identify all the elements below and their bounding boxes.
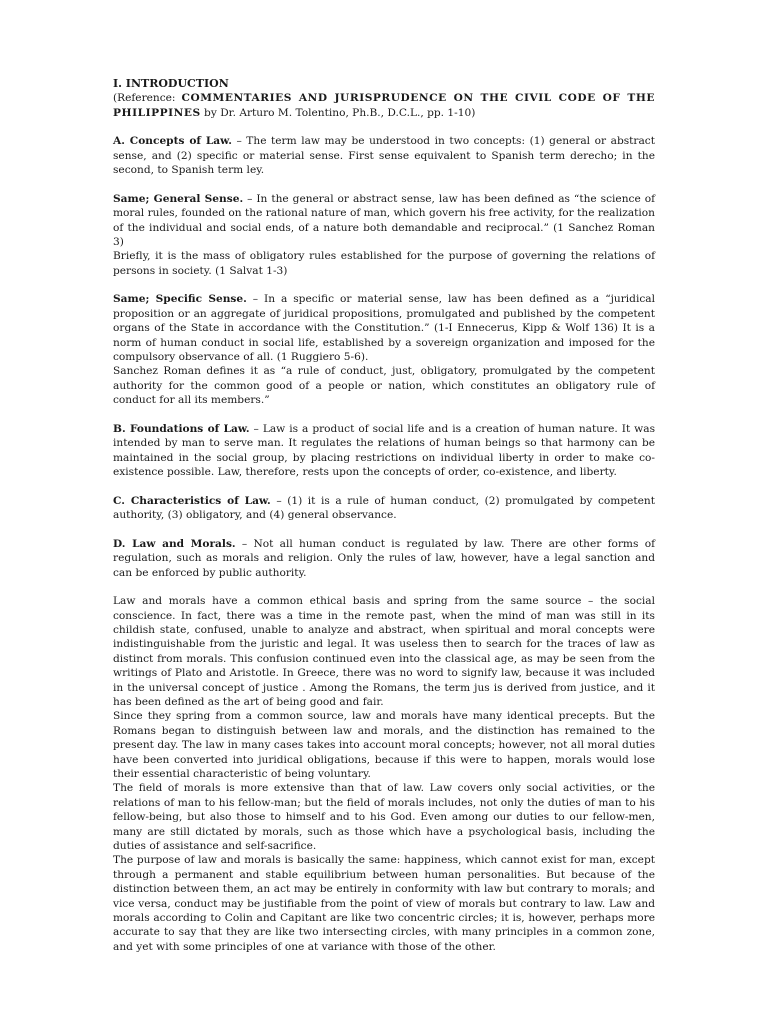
- specific-sense-text: – In a specific or material sense, law has been defined as a “juridical proposition or an aggregate of juridical propositions, promulgated and published by the competent organs of the State in accordance with the Constitution.” (1-I Ennecerus, Kipp & Wolf 136) It is a norm of human conduct in social life, established by a sovereign organization and imposed for the compulsory observance of all. (1 Ruggiero 5-6).: [113, 293, 655, 364]
- characteristics-heading: C. Characteristics of Law.: [113, 494, 271, 507]
- specific-sense-paragraph: [113, 292, 655, 364]
- general-sense-text: – In the general or abstract sense, law has been defined as “the science of moral rules, founded on the rational nature of man, which govern his free activity, for the realization of the individual and social ends, of a nature both demandable and reciprocal.” (1 Sanchez Roman 3): [113, 192, 655, 249]
- foundations-paragraph: [113, 422, 655, 480]
- foundations-heading: B. Foundations of Law.: [113, 422, 250, 435]
- general-sense-paragraph: [113, 192, 655, 250]
- reference-prefix: (Reference:: [113, 92, 182, 105]
- reference-suffix: by Dr. Arturo M. Tolentino, Ph.B., D.C.L., pp. 1-10): [200, 106, 476, 119]
- morals-text: – Not all human conduct is regulated by law. There are other forms of regulation, such as morals and religion. Only the rules of law, however, have a legal sanction and can be enforced by public authority.: [113, 537, 655, 579]
- intro-title: I. INTRODUCTION: [113, 77, 229, 90]
- concepts-text: – The term law may be understood in two concepts: (1) general or abstract sense, and (2) specific or material sense. First sense equivalent to Spanish term derecho; in the second, to Spanish term ley.: [113, 135, 655, 177]
- characteristics-paragraph: [113, 494, 655, 523]
- general-sense-heading: Same; General Sense.: [113, 192, 244, 205]
- specific-sense-paragraph-2: Sanchez Roman defines it as “a rule of conduct, just, obligatory, promulgated by the competent authority for the common good of a people or nation, which constitutes an obligatory rule of conduct for all its members.”: [113, 365, 655, 407]
- morals-body-paragraph-3: The field of morals is more extensive than that of law. Law covers only social activities, or the relations of man to his fellow-man; but the field of morals includes, not only the duties of man to his fellow-being, but also those to himself and to his God. Even among our duties to our fellow-men, many are still dictated by morals, such as those which have a psychological basis, including the duties of assistance and self-sacrifice.: [113, 782, 655, 852]
- morals-body-paragraph-4: The purpose of law and morals is basically the same: happiness, which cannot exist for man, except through a permanent and stable equilibrium between human personalities. But because of the distinction between them, an act may be entirely in conformity with law but contrary to morals; and vice versa, conduct may be justifiable from the point of view of morals but contrary to law. Law and morals according to Colin and Capitant are like two concentric circles; it is, however, perhaps more accurate to say that they are like two intersecting circles, with many principles in a common zone, and yet with some principles of one at variance with those of the other.: [113, 854, 655, 953]
- reference-paragraph: [113, 91, 655, 120]
- morals-heading: D. Law and Morals.: [113, 537, 236, 550]
- general-sense-paragraph-2: Briefly, it is the mass of obligatory rules established for the purpose of governing the relations of persons in society. (1 Salvat 1-3): [113, 250, 655, 277]
- reference-book-title: COMMENTARIES AND JURISPRUDENCE ON THE CIVIL CODE OF THE PHILIPPINES: [113, 92, 655, 119]
- characteristics-text: – (1) it is a rule of human conduct, (2) promulgated by competent authority, (3) obligatory, and (4) general observance.: [113, 494, 655, 522]
- morals-body-paragraph-1: Law and morals have a common ethical basis and spring from the same source – the social conscience. In fact, there was a time in the remote past, when the mind of man was still in its childish state, confused, unable to analyze and abstract, when spiritual and moral concepts were indistinguishable from the juristic and legal. It was useless then to search for the traces of law as distinct from morals. This confusion continued even into the classical age, as may be seen from the writings of Plato and Aristotle. In Greece, there was no word to signify law, because it was included in the universal concept of justice . Among the Romans, the term jus is derived from justice, and it has been defined as the art of being good and fair.: [113, 595, 655, 708]
- morals-paragraph: [113, 537, 655, 580]
- document-page: [113, 77, 655, 954]
- foundations-text: – Law is a product of social life and is a creation of human nature. It was intended by man to serve man. It regulates the relations of human beings so that harmony can be maintained in the social group, by placing restrictions on individual liberty in order to make co-existence possible. Law, therefore, rests upon the concepts of order, co-existence, and liberty.: [113, 422, 656, 479]
- concepts-paragraph: [113, 134, 655, 177]
- morals-body-paragraph-2: Since they spring from a common source, law and morals have many identical precepts. But the Romans began to distinguish between law and morals, and the distinction has remained to the present day. The law in many cases takes into account moral concepts; however, not all moral duties have been converted into juridical obligations, because if this were to happen, morals would lose their essential characteristic of being voluntary.: [113, 710, 655, 780]
- specific-sense-heading: Same; Specific Sense.: [113, 293, 247, 306]
- section-title: [113, 77, 655, 91]
- concepts-heading: A. Concepts of Law.: [113, 135, 232, 148]
